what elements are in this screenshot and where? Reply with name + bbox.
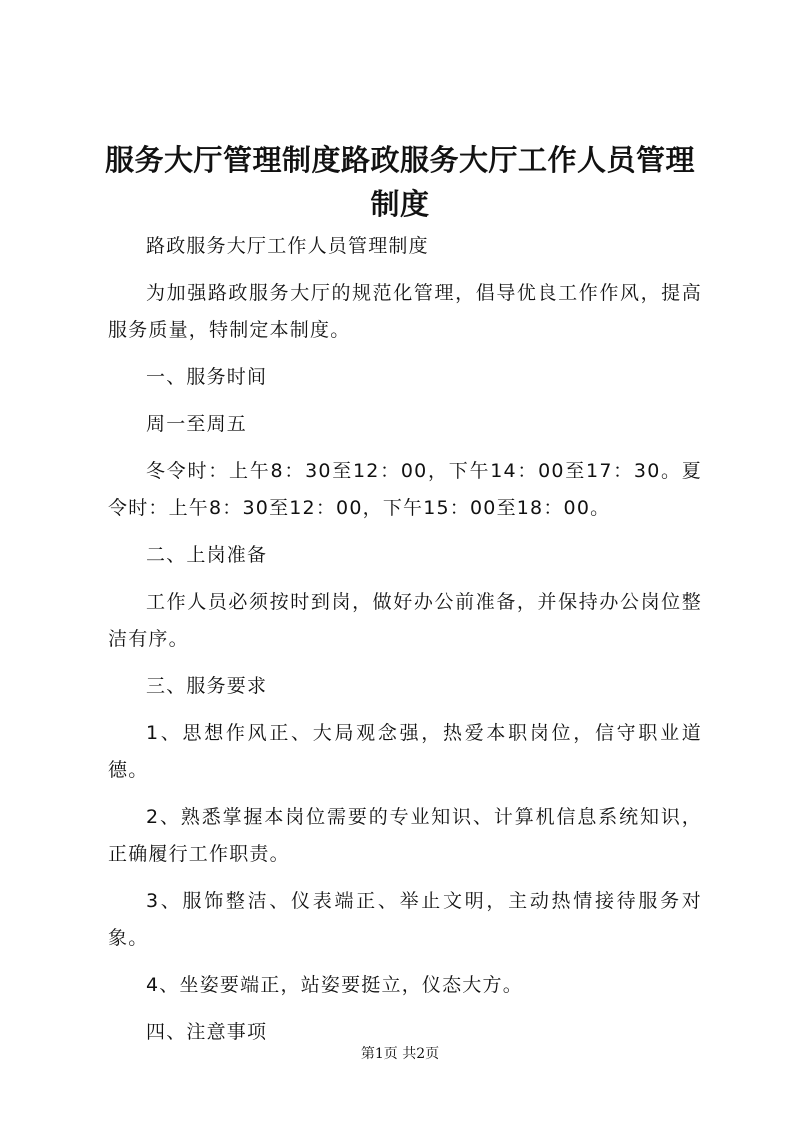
document-body — [108, 228, 702, 1061]
paragraph-subtitle: 路政服务大厅工作人员管理制度 — [146, 235, 429, 257]
paragraph-purpose: 为加强路政服务大厅的规范化管理，倡导优良工作作风，提高服务质量，特制定本制度。 — [108, 282, 702, 341]
paragraph-weekdays: 周一至周五 — [146, 413, 248, 435]
section-heading-requirements: 三、服务要求 — [146, 675, 268, 697]
list-item-requirement-4: 4、坐姿要端正，站姿要挺立，仪态大方。 — [146, 974, 523, 996]
section-heading-notes: 四、注意事项 — [146, 1021, 268, 1043]
list-item-requirement-2: 2、熟悉掌握本岗位需要的专业知识、计算机信息系统知识，正确履行工作职责。 — [108, 806, 702, 865]
list-item-requirement-3: 3、服饰整洁、仪表端正、举止文明，主动热情接待服务对象。 — [108, 890, 702, 949]
paragraph-preparation: 工作人员必须按时到岗，做好办公前准备，并保持办公岗位整洁有序。 — [108, 591, 702, 650]
section-heading-service-time: 一、服务时间 — [146, 366, 268, 388]
section-heading-preparation: 二、上岗准备 — [146, 544, 268, 566]
page-number-footer: 第1页 共2页 — [360, 1046, 440, 1062]
list-item-requirement-1: 1、思想作风正、大局观念强，热爱本职岗位，信守职业道德。 — [108, 722, 702, 781]
document-title: 服务大厅管理制度路政服务大厅工作人员管理制度 — [104, 143, 695, 221]
paragraph-hours: 冬令时：上午8：30至12：00，下午14：00至17：30。夏令时：上午8：30至12：00，下午15：00至18：00。 — [108, 460, 702, 519]
